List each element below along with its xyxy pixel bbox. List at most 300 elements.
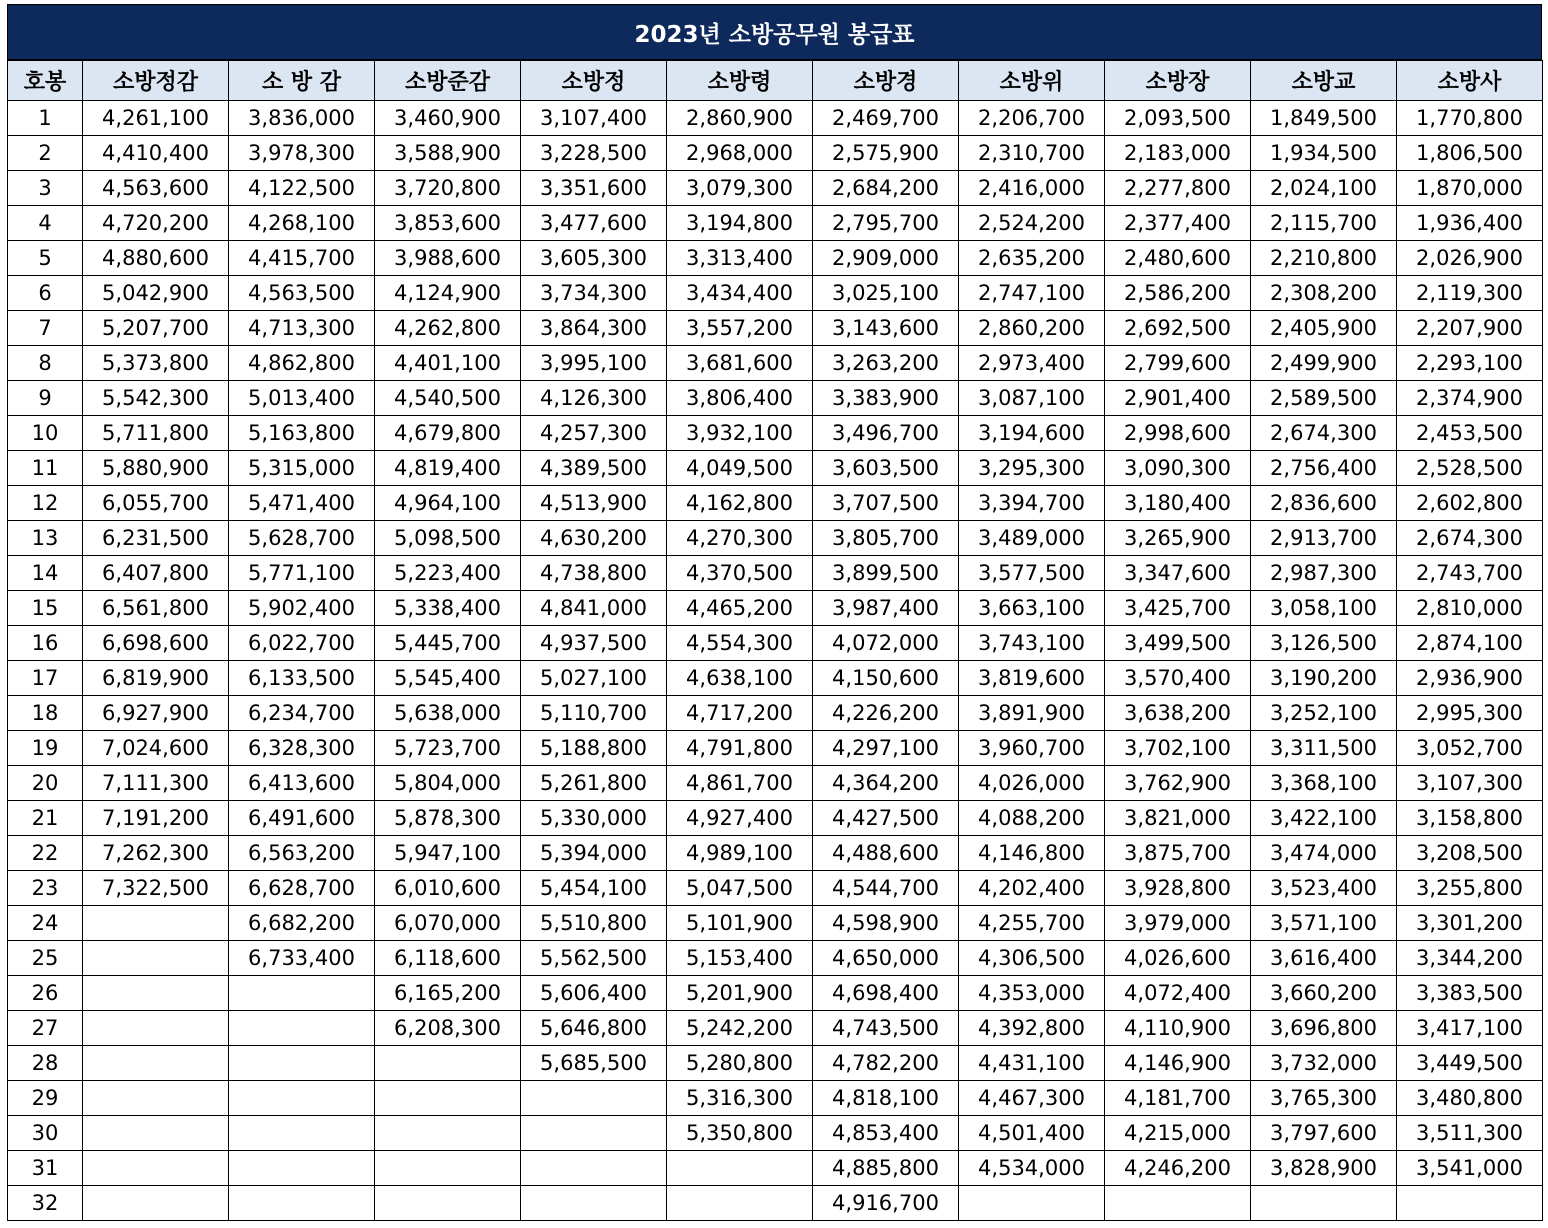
step-cell: 10 [8,416,83,451]
salary-cell: 4,861,700 [667,766,813,801]
step-cell: 27 [8,1011,83,1046]
salary-cell: 2,860,200 [959,311,1105,346]
salary-cell: 2,674,300 [1251,416,1397,451]
step-cell: 4 [8,206,83,241]
salary-cell: 6,491,600 [229,801,375,836]
salary-cell: 3,577,500 [959,556,1105,591]
salary-cell [667,1151,813,1186]
step-cell: 7 [8,311,83,346]
salary-cell: 3,663,100 [959,591,1105,626]
step-cell: 20 [8,766,83,801]
salary-cell: 2,936,900 [1397,661,1543,696]
step-cell: 6 [8,276,83,311]
salary-cell: 4,261,100 [83,101,229,136]
salary-cell: 5,153,400 [667,941,813,976]
salary-cell: 3,523,400 [1251,871,1397,906]
salary-cell: 2,374,900 [1397,381,1543,416]
salary-cell: 2,674,300 [1397,521,1543,556]
step-cell: 26 [8,976,83,1011]
salary-cell: 4,124,900 [375,276,521,311]
salary-cell: 5,878,300 [375,801,521,836]
salary-cell: 5,047,500 [667,871,813,906]
step-cell: 8 [8,346,83,381]
salary-cell: 2,795,700 [813,206,959,241]
salary-cell: 2,998,600 [1105,416,1251,451]
salary-cell: 2,183,000 [1105,136,1251,171]
salary-cell: 4,110,900 [1105,1011,1251,1046]
salary-cell: 2,416,000 [959,171,1105,206]
salary-cell: 4,513,900 [521,486,667,521]
salary-cell: 4,554,300 [667,626,813,661]
table-header [8,61,1543,101]
salary-cell [229,1186,375,1221]
salary-cell: 4,026,600 [1105,941,1251,976]
salary-cell: 2,026,900 [1397,241,1543,276]
table-row [8,1186,1543,1221]
step-cell: 22 [8,836,83,871]
salary-table-container [7,4,1542,1221]
salary-cell: 2,206,700 [959,101,1105,136]
salary-cell: 5,242,200 [667,1011,813,1046]
salary-cell: 6,328,300 [229,731,375,766]
salary-cell [229,1081,375,1116]
salary-cell [667,1186,813,1221]
step-cell: 17 [8,661,83,696]
salary-cell: 2,747,100 [959,276,1105,311]
salary-cell: 2,277,800 [1105,171,1251,206]
salary-cell: 4,262,800 [375,311,521,346]
salary-cell: 4,818,100 [813,1081,959,1116]
salary-cell: 5,280,800 [667,1046,813,1081]
salary-cell: 3,821,000 [1105,801,1251,836]
salary-cell: 2,684,200 [813,171,959,206]
table-row [8,696,1543,731]
table-row [8,451,1543,486]
salary-cell [521,1151,667,1186]
salary-cell: 2,405,900 [1251,311,1397,346]
salary-cell: 3,255,800 [1397,871,1543,906]
salary-cell: 4,072,400 [1105,976,1251,1011]
salary-cell: 6,165,200 [375,976,521,1011]
table-row [8,906,1543,941]
salary-cell: 4,488,600 [813,836,959,871]
salary-cell: 3,720,800 [375,171,521,206]
salary-cell: 4,880,600 [83,241,229,276]
salary-cell: 5,013,400 [229,381,375,416]
salary-cell: 3,899,500 [813,556,959,591]
salary-cell: 7,322,500 [83,871,229,906]
salary-cell: 4,720,200 [83,206,229,241]
salary-cell: 4,853,400 [813,1116,959,1151]
salary-cell [375,1046,521,1081]
salary-cell: 3,819,600 [959,661,1105,696]
salary-cell [229,976,375,1011]
salary-cell: 5,223,400 [375,556,521,591]
salary-cell: 3,732,000 [1251,1046,1397,1081]
table-row [8,766,1543,801]
salary-cell: 3,762,900 [1105,766,1251,801]
salary-cell: 5,261,800 [521,766,667,801]
salary-cell: 2,480,600 [1105,241,1251,276]
salary-cell: 4,937,500 [521,626,667,661]
salary-cell: 5,638,000 [375,696,521,731]
salary-cell: 2,024,100 [1251,171,1397,206]
salary-cell: 4,630,200 [521,521,667,556]
salary-cell: 5,316,300 [667,1081,813,1116]
salary-cell: 4,049,500 [667,451,813,486]
salary-cell: 3,987,400 [813,591,959,626]
salary-cell: 3,313,400 [667,241,813,276]
salary-cell: 3,347,600 [1105,556,1251,591]
salary-cell [229,1116,375,1151]
salary-cell: 3,979,000 [1105,906,1251,941]
salary-cell: 2,692,500 [1105,311,1251,346]
salary-cell: 5,628,700 [229,521,375,556]
salary-cell: 4,410,400 [83,136,229,171]
header-rank: 소방정 [521,61,667,101]
salary-cell: 5,201,900 [667,976,813,1011]
salary-cell [229,1151,375,1186]
header-rank: 소방장 [1105,61,1251,101]
salary-cell: 4,819,400 [375,451,521,486]
salary-cell: 4,255,700 [959,906,1105,941]
salary-cell: 5,947,100 [375,836,521,871]
salary-cell: 4,885,800 [813,1151,959,1186]
salary-cell: 3,344,200 [1397,941,1543,976]
salary-cell: 5,315,000 [229,451,375,486]
step-cell: 23 [8,871,83,906]
salary-cell: 5,685,500 [521,1046,667,1081]
salary-cell: 5,445,700 [375,626,521,661]
salary-cell: 2,453,500 [1397,416,1543,451]
salary-cell: 2,310,700 [959,136,1105,171]
salary-cell [959,1186,1105,1221]
salary-cell: 4,246,200 [1105,1151,1251,1186]
header-rank: 소방경 [813,61,959,101]
salary-cell: 3,058,100 [1251,591,1397,626]
table-row [8,976,1543,1011]
step-cell: 18 [8,696,83,731]
salary-cell [375,1151,521,1186]
salary-cell: 6,413,600 [229,766,375,801]
salary-cell: 3,422,100 [1251,801,1397,836]
salary-cell: 3,499,500 [1105,626,1251,661]
salary-cell: 2,909,000 [813,241,959,276]
salary-cell: 2,499,900 [1251,346,1397,381]
step-cell: 16 [8,626,83,661]
table-row [8,661,1543,696]
salary-cell: 4,743,500 [813,1011,959,1046]
salary-cell [375,1116,521,1151]
salary-cell: 4,540,500 [375,381,521,416]
salary-cell: 3,853,600 [375,206,521,241]
table-row [8,731,1543,766]
salary-cell [521,1081,667,1116]
salary-cell: 3,090,300 [1105,451,1251,486]
salary-cell: 2,308,200 [1251,276,1397,311]
salary-cell: 2,913,700 [1251,521,1397,556]
step-cell: 3 [8,171,83,206]
salary-cell: 5,027,100 [521,661,667,696]
salary-cell: 4,782,200 [813,1046,959,1081]
salary-cell: 7,111,300 [83,766,229,801]
salary-cell: 4,563,500 [229,276,375,311]
salary-cell: 3,025,100 [813,276,959,311]
salary-cell: 6,234,700 [229,696,375,731]
step-cell: 14 [8,556,83,591]
salary-cell: 5,471,400 [229,486,375,521]
salary-cell: 6,022,700 [229,626,375,661]
salary-cell: 2,860,900 [667,101,813,136]
salary-cell: 2,575,900 [813,136,959,171]
salary-cell: 2,602,800 [1397,486,1543,521]
salary-cell: 6,819,900 [83,661,229,696]
salary-cell: 4,026,000 [959,766,1105,801]
step-cell: 1 [8,101,83,136]
header-rank: 소방정감 [83,61,229,101]
step-cell: 29 [8,1081,83,1116]
salary-cell: 4,989,100 [667,836,813,871]
step-cell: 32 [8,1186,83,1221]
salary-cell: 3,265,900 [1105,521,1251,556]
salary-cell [229,1046,375,1081]
salary-cell: 3,194,800 [667,206,813,241]
salary-cell: 3,434,400 [667,276,813,311]
salary-cell: 1,934,500 [1251,136,1397,171]
salary-cell: 5,042,900 [83,276,229,311]
salary-cell: 3,734,300 [521,276,667,311]
salary-cell [1105,1186,1251,1221]
salary-cell: 3,194,600 [959,416,1105,451]
salary-cell: 3,616,400 [1251,941,1397,976]
salary-cell [83,1151,229,1186]
salary-cell: 4,465,200 [667,591,813,626]
salary-cell: 3,489,000 [959,521,1105,556]
salary-cell: 2,528,500 [1397,451,1543,486]
salary-cell: 4,150,600 [813,661,959,696]
table-row [8,381,1543,416]
salary-cell: 2,874,100 [1397,626,1543,661]
salary-cell: 3,995,100 [521,346,667,381]
salary-cell: 2,586,200 [1105,276,1251,311]
salary-cell: 7,024,600 [83,731,229,766]
salary-cell: 2,210,800 [1251,241,1397,276]
salary-cell: 3,836,000 [229,101,375,136]
salary-cell: 4,122,500 [229,171,375,206]
salary-cell: 4,964,100 [375,486,521,521]
salary-cell: 4,226,200 [813,696,959,731]
salary-cell: 3,052,700 [1397,731,1543,766]
header-rank: 소방령 [667,61,813,101]
salary-cell: 3,978,300 [229,136,375,171]
salary-cell: 5,350,800 [667,1116,813,1151]
salary-cell: 4,638,100 [667,661,813,696]
salary-cell: 3,605,300 [521,241,667,276]
salary-cell: 3,180,400 [1105,486,1251,521]
salary-cell [83,906,229,941]
salary-cell [375,1081,521,1116]
salary-cell: 6,010,600 [375,871,521,906]
salary-cell: 4,401,100 [375,346,521,381]
salary-cell: 2,743,700 [1397,556,1543,591]
salary-cell: 2,635,200 [959,241,1105,276]
salary-cell: 4,370,500 [667,556,813,591]
salary-cell: 2,995,300 [1397,696,1543,731]
table-row [8,871,1543,906]
salary-cell: 4,215,000 [1105,1116,1251,1151]
step-cell: 30 [8,1116,83,1151]
salary-cell: 4,544,700 [813,871,959,906]
salary-cell: 7,191,200 [83,801,229,836]
salary-cell: 6,133,500 [229,661,375,696]
step-cell: 24 [8,906,83,941]
salary-cell [83,1081,229,1116]
salary-cell: 4,738,800 [521,556,667,591]
step-cell: 25 [8,941,83,976]
salary-cell: 2,968,000 [667,136,813,171]
table-body [8,101,1543,1221]
salary-cell: 3,707,500 [813,486,959,521]
salary-cell: 4,162,800 [667,486,813,521]
salary-cell: 5,804,000 [375,766,521,801]
salary-cell: 4,431,100 [959,1046,1105,1081]
table-row [8,346,1543,381]
salary-cell: 6,407,800 [83,556,229,591]
salary-cell: 4,088,200 [959,801,1105,836]
salary-cell: 3,368,100 [1251,766,1397,801]
step-cell: 5 [8,241,83,276]
salary-cell: 5,510,800 [521,906,667,941]
salary-cell: 3,603,500 [813,451,959,486]
salary-cell: 5,902,400 [229,591,375,626]
salary-cell: 3,311,500 [1251,731,1397,766]
salary-cell: 6,055,700 [83,486,229,521]
salary-cell: 6,070,000 [375,906,521,941]
salary-cell: 3,383,500 [1397,976,1543,1011]
table-row [8,416,1543,451]
salary-cell: 3,477,600 [521,206,667,241]
salary-cell: 4,297,100 [813,731,959,766]
salary-cell: 6,118,600 [375,941,521,976]
salary-cell: 5,338,400 [375,591,521,626]
table-row [8,941,1543,976]
salary-cell: 3,557,200 [667,311,813,346]
step-cell: 12 [8,486,83,521]
salary-cell: 4,257,300 [521,416,667,451]
salary-cell: 1,849,500 [1251,101,1397,136]
salary-cell: 4,916,700 [813,1186,959,1221]
salary-cell: 3,638,200 [1105,696,1251,731]
step-cell: 21 [8,801,83,836]
salary-cell: 5,394,000 [521,836,667,871]
salary-cell: 3,797,600 [1251,1116,1397,1151]
salary-cell: 6,927,900 [83,696,229,731]
salary-cell: 4,364,200 [813,766,959,801]
salary-cell: 2,987,300 [1251,556,1397,591]
salary-cell [83,941,229,976]
salary-cell [1251,1186,1397,1221]
salary-cell: 5,098,500 [375,521,521,556]
salary-cell: 5,188,800 [521,731,667,766]
salary-cell: 3,087,100 [959,381,1105,416]
table-row [8,311,1543,346]
salary-cell: 4,270,300 [667,521,813,556]
salary-cell: 3,158,800 [1397,801,1543,836]
salary-cell: 2,207,900 [1397,311,1543,346]
salary-cell: 6,231,500 [83,521,229,556]
table-row [8,276,1543,311]
table-row [8,1011,1543,1046]
header-rank: 소방준감 [375,61,521,101]
salary-cell: 5,606,400 [521,976,667,1011]
salary-cell: 3,571,100 [1251,906,1397,941]
salary-cell: 3,107,400 [521,101,667,136]
table-title: 2023년 소방공무원 봉급표 [7,4,1542,60]
salary-cell: 3,681,600 [667,346,813,381]
header-rank: 소방위 [959,61,1105,101]
salary-cell: 3,660,200 [1251,976,1397,1011]
salary-cell: 4,146,800 [959,836,1105,871]
salary-cell: 4,427,500 [813,801,959,836]
salary-cell [375,1186,521,1221]
header-row [8,61,1543,101]
step-cell: 15 [8,591,83,626]
salary-cell: 3,864,300 [521,311,667,346]
salary-cell: 4,713,300 [229,311,375,346]
salary-cell [83,976,229,1011]
salary-cell: 3,460,900 [375,101,521,136]
salary-cell: 7,262,300 [83,836,229,871]
salary-cell: 3,252,100 [1251,696,1397,731]
salary-cell: 3,702,100 [1105,731,1251,766]
table-row [8,1151,1543,1186]
salary-cell: 5,163,800 [229,416,375,451]
salary-cell: 6,733,400 [229,941,375,976]
salary-cell: 5,545,400 [375,661,521,696]
step-cell: 19 [8,731,83,766]
salary-cell [83,1186,229,1221]
table-row [8,241,1543,276]
step-cell: 11 [8,451,83,486]
salary-cell: 5,207,700 [83,311,229,346]
table-row [8,626,1543,661]
salary-cell: 3,828,900 [1251,1151,1397,1186]
salary-cell: 2,377,400 [1105,206,1251,241]
salary-cell: 3,541,000 [1397,1151,1543,1186]
salary-cell: 5,110,700 [521,696,667,731]
table-row [8,171,1543,206]
salary-cell: 5,711,800 [83,416,229,451]
salary-cell: 5,723,700 [375,731,521,766]
salary-cell: 2,469,700 [813,101,959,136]
salary-cell: 4,389,500 [521,451,667,486]
salary-cell: 3,988,600 [375,241,521,276]
step-cell: 2 [8,136,83,171]
salary-cell: 4,927,400 [667,801,813,836]
salary-cell: 4,306,500 [959,941,1105,976]
salary-cell: 3,891,900 [959,696,1105,731]
table-row [8,591,1543,626]
salary-cell: 3,079,300 [667,171,813,206]
salary-cell: 2,901,400 [1105,381,1251,416]
salary-cell: 3,107,300 [1397,766,1543,801]
salary-cell: 4,353,000 [959,976,1105,1011]
salary-cell: 2,293,100 [1397,346,1543,381]
step-cell: 9 [8,381,83,416]
salary-cell: 4,392,800 [959,1011,1105,1046]
salary-cell: 4,202,400 [959,871,1105,906]
salary-cell [83,1046,229,1081]
